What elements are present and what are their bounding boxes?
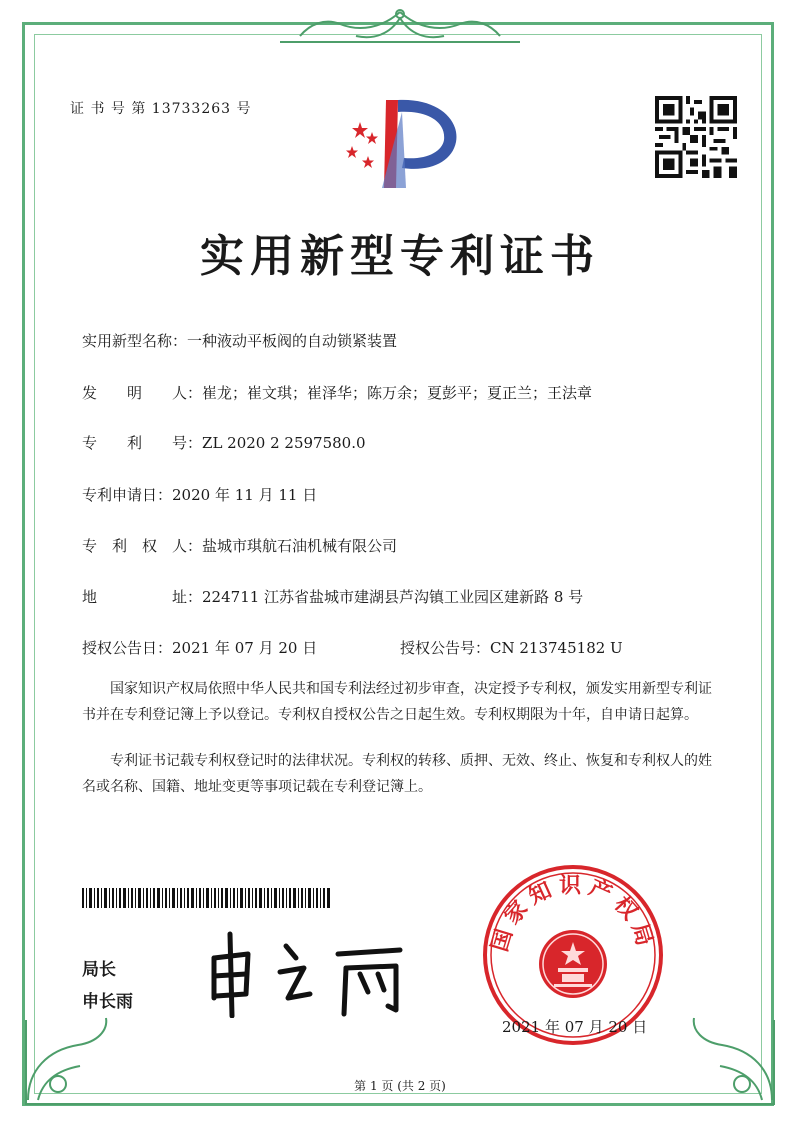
barcode-icon	[82, 888, 330, 908]
inventor-value: 崔龙；崔文琪；崔泽华；陈万余；夏彭平；夏正兰；王法章	[202, 384, 593, 402]
inventor-label: 发 明 人：	[82, 384, 203, 402]
address-label: 地 址：	[82, 588, 203, 606]
filing-date-row	[82, 484, 317, 505]
utility-model-name-value: 一种液动平板阀的自动锁紧装置	[187, 332, 398, 350]
address-value: 224711 江苏省盐城市建湖县芦沟镇工业园区建新路 8 号	[202, 588, 584, 606]
filing-date-label: 专利申请日：	[82, 486, 173, 504]
signature-icon	[200, 928, 410, 1018]
patent-number-label: 专 利 号：	[82, 434, 203, 452]
seal-text: 国家知识产权局	[487, 873, 659, 955]
director-title: 局长	[82, 960, 116, 980]
cnipa-logo-icon	[338, 92, 468, 192]
seal-date: 2021 年 07 月 20 日	[502, 1018, 648, 1036]
director-name: 申长雨	[82, 992, 133, 1012]
grant-date-label: 授权公告日：	[82, 639, 173, 657]
patent-number-value: ZL 2020 2 2597580.0	[202, 434, 366, 452]
patentee-label: 专 利 权 人：	[82, 537, 203, 555]
grant-date-value: 2021 年 07 月 20 日	[172, 639, 318, 657]
qr-code-icon	[655, 96, 737, 178]
patent-number-row	[82, 432, 366, 453]
grant-number-value: CN 213745182 U	[490, 639, 623, 657]
filing-date-value: 2020 年 11 月 11 日	[172, 486, 318, 504]
inventor-row	[82, 382, 592, 403]
page-indicator: 第 1 页 (共 2 页)	[354, 1079, 446, 1093]
top-ornament	[270, 6, 530, 50]
utility-model-name-row	[82, 330, 397, 351]
patentee-row	[82, 535, 397, 556]
address-row	[82, 586, 583, 607]
patentee-value: 盐城市琪航石油机械有限公司	[202, 537, 398, 555]
statement-paragraph-2: 专利证书记载专利权登记时的法律状况。专利权的转移、质押、无效、终止、恢复和专利权人的姓名或名称、国籍、地址变更等事项记载在专利登记簿上。	[82, 753, 712, 795]
certificate-number: 证 书 号 第 13733263 号	[70, 101, 252, 117]
certificate-title: 实用新型专利证书	[200, 231, 600, 282]
grant-number	[400, 637, 623, 658]
grant-number-label: 授权公告号：	[400, 639, 491, 657]
utility-model-name-label: 实用新型名称：	[82, 332, 188, 350]
grant-row	[82, 637, 623, 658]
statement-paragraph-1: 国家知识产权局依照中华人民共和国专利法经过初步审查，决定授予专利权，颁发实用新型专利证书并在专利登记簿上予以登记。专利权自授权公告之日起生效。专利权期限为十年，自申请日起算。	[82, 681, 712, 723]
